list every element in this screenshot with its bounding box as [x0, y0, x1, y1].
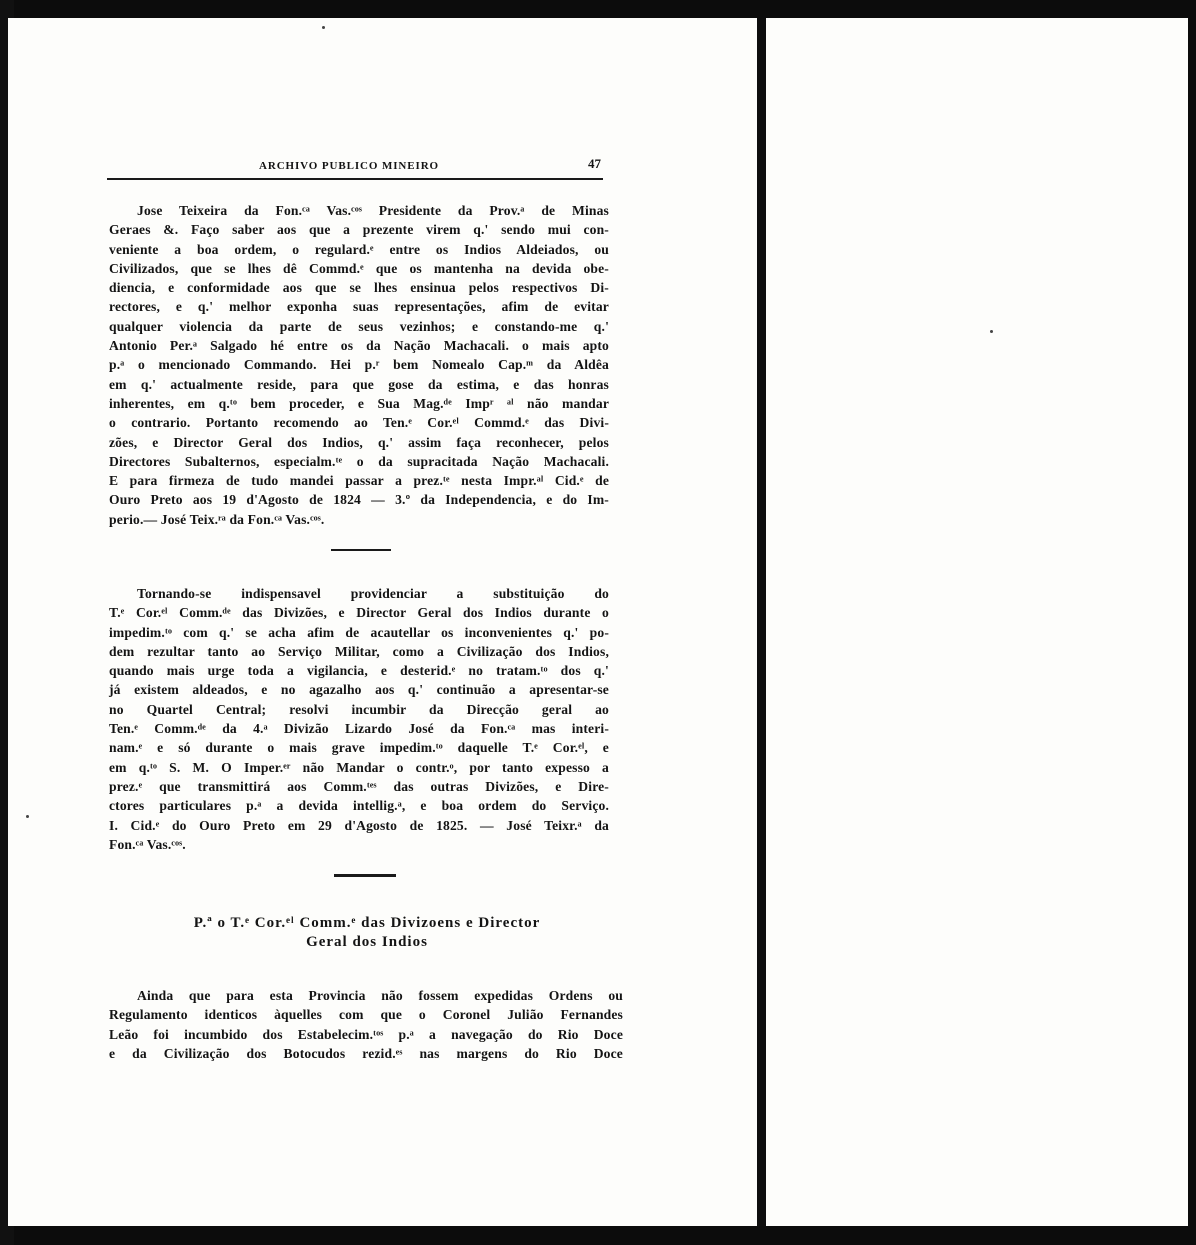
- text-line: em q.ᵗᵒ S. M. O Imper.ᵉʳ não Mandar o contr.ᵒ, por tanto expesso a: [109, 759, 609, 775]
- text-line: Geraes &. Faço saber aos que a prezente virem q.' sendo mui con-: [109, 222, 609, 238]
- document-paragraph-1: [109, 201, 609, 529]
- scan-speck: [322, 26, 325, 29]
- text-line: Regulamento identicos àquelles com que o Coronel Julião Fernandes: [109, 1007, 623, 1023]
- text-line: Jose Teixeira da Fon.ᶜᵃ Vas.ᶜᵒˢ Presidente da Prov.ᵃ de Minas: [137, 203, 609, 218]
- text-line: em q.' actualmente reside, para que gose da estima, e das honras: [109, 376, 609, 392]
- text-line: p.ᵃ o mencionado Commando. Hei p.ʳ bem Nomealo Cap.ᵐ da Aldêa: [109, 357, 609, 373]
- text-line: Directores Subalternos, especialm.ᵗᵉ o da supracitada Nação Machacali.: [109, 453, 609, 469]
- text-line: quando mais urge toda a vigilancia, e desterid.ᵉ no tratam.ᵗᵒ dos q.': [109, 663, 609, 679]
- running-head: [107, 156, 603, 176]
- section-divider: [331, 549, 391, 551]
- text-line: I. Cid.ᵉ do Ouro Preto em 29 d'Agosto de 1825. — José Teixr.ᵃ da: [109, 817, 609, 833]
- text-line: E para firmeza de tudo mandei passar a prez.ᵗᵉ nesta Impr.ᵃˡ Cid.ᵉ de: [109, 473, 609, 489]
- text-line: Antonio Per.ᵃ Salgado hé entre os da Nação Machacali. o mais apto: [109, 338, 609, 354]
- text-line: ctores particulares p.ᵃ a devida intellig.ᵃ, e boa ordem do Serviço.: [109, 798, 609, 814]
- text-line: veniente a boa ordem, o regulard.ᵉ entre os Indios Aldeiados, ou: [109, 241, 609, 257]
- text-line: Tornando-se indispensavel providenciar a substituição do: [137, 586, 609, 601]
- section-divider: [334, 874, 396, 877]
- document-paragraph-2: [109, 584, 609, 854]
- header-rule: [107, 178, 603, 180]
- text-line: inherentes, em q.ᵗᵒ bem proceder, e Sua Mag.ᵈᵉ Impʳ ᵃˡ não mandar: [109, 395, 609, 411]
- text-line: nam.ᵉ e só durante o mais grave impedim.ᵗᵒ daquelle T.ᵉ Cor.ᵉˡ, e: [109, 740, 609, 756]
- text-line: já existem aldeados, e no agazalho aos q.' continuão a apresentar-se: [109, 682, 609, 698]
- running-title: ARCHIVO PUBLICO MINEIRO: [259, 160, 439, 172]
- text-line: Civilizados, que se lhes dê Commd.ᵉ que os mantenha na devida obe-: [109, 260, 609, 276]
- text-line: dem rezultar tanto ao Serviço Militar, como a Civilização dos Indios,: [109, 643, 609, 659]
- text-line: qualquer violencia da parte de seus vezinhos; e constando-me q.': [109, 318, 609, 334]
- text-line: o contrario. Portanto recomendo ao Ten.ᵉ Cor.ᵉˡ Commd.ᵉ das Divi-: [109, 415, 609, 431]
- text-line: prez.ᵉ que transmittirá aos Comm.ᵗᵉˢ das outras Divizões, e Dire-: [109, 778, 609, 794]
- text-line: Fon.ᶜᵃ Vas.ᶜᵒˢ.: [109, 836, 186, 852]
- text-line: no Quartel Central; resolvi incumbir da Direcção geral ao: [109, 701, 609, 717]
- text-line: Ainda que para esta Provincia não fossem expedidas Ordens ou: [137, 988, 623, 1003]
- scan-speck: [990, 330, 993, 333]
- text-line: Ouro Preto aos 19 d'Agosto de 1824 — 3.º da Independencia, e do Im-: [109, 492, 609, 508]
- text-line: impedim.ᵗᵒ com q.' se acha afim de acautellar os inconvenientes q.' po-: [109, 624, 609, 640]
- section-heading-line: P.ª o T.ᵉ Cor.ᵉˡ Comm.ᵉ das Divizoens e Director: [193, 915, 541, 931]
- scan-speck: [26, 815, 29, 818]
- document-paragraph-3: [109, 986, 623, 1063]
- text-line: diencia, e conformidade aos que se lhes ensinua pelos respectivos Di-: [109, 280, 609, 296]
- text-line: e da Civilização dos Botocudos rezid.ᵉˢ nas margens do Rio Doce: [109, 1045, 623, 1061]
- book-gutter: [757, 18, 766, 1226]
- text-line: Ten.ᵉ Comm.ᵈᵉ da 4.ᵃ Divizão Lizardo José da Fon.ᶜᵃ mas interi-: [109, 721, 609, 737]
- section-heading: [111, 914, 623, 952]
- text-line: T.ᵉ Cor.ᵉˡ Comm.ᵈᵉ das Divizões, e Director Geral dos Indios durante o: [109, 605, 609, 621]
- section-heading-line: Geral dos Indios: [306, 934, 428, 950]
- page-number: 47: [588, 156, 601, 171]
- text-line: Leão foi incumbido dos Estabelecim.ᵗᵒˢ p.ᵃ a navegação do Rio Doce: [109, 1026, 623, 1042]
- text-line: zões, e Director Geral dos Indios, q.' assim faça reconhecer, pelos: [109, 434, 609, 450]
- text-line: perio.— José Teix.ʳᵃ da Fon.ᶜᵃ Vas.ᶜᵒˢ.: [109, 511, 325, 527]
- text-line: rectores, e q.' melhor exponha suas representações, afim de evitar: [109, 299, 609, 315]
